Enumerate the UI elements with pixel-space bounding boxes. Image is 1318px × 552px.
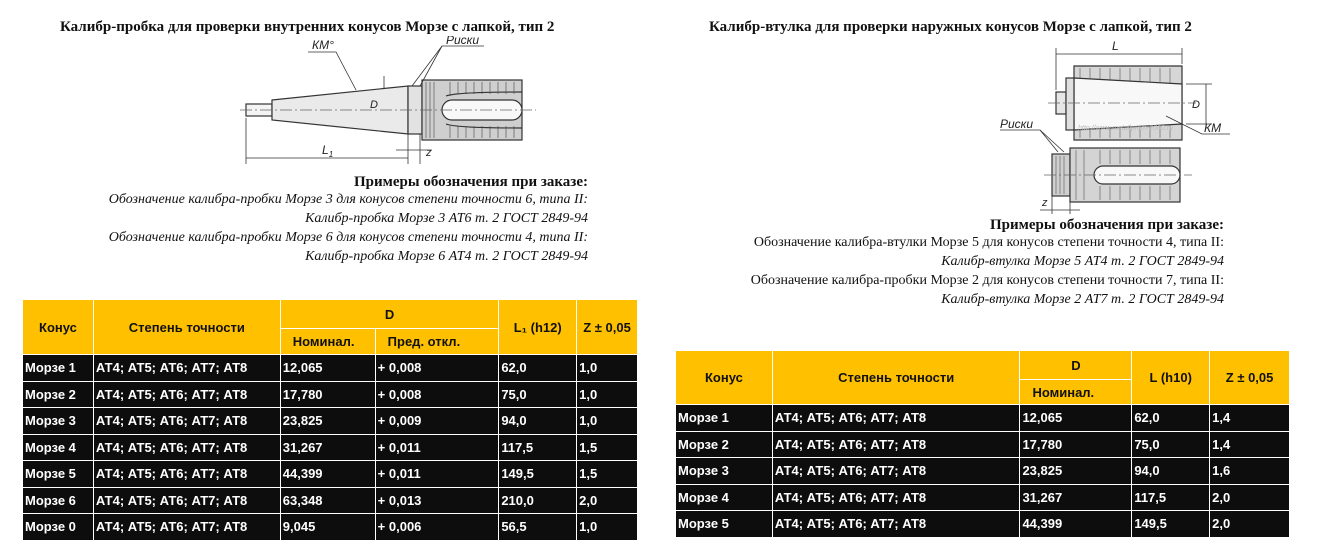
left-example-line: Калибр-пробка Морзе 6 АТ4 т. 2 ГОСТ 2849-94 bbox=[305, 249, 588, 264]
cell-l1: 75,0 bbox=[499, 381, 577, 408]
cell-z: 1,4 bbox=[1210, 431, 1290, 458]
cell-stepen: АТ4; АТ5; АТ6; АТ7; АТ8 bbox=[93, 381, 280, 408]
header-konus: Конус bbox=[23, 300, 94, 355]
cell-l: 94,0 bbox=[1132, 458, 1210, 485]
header-d: D bbox=[1020, 351, 1132, 380]
cell-konus: Морзе 0 bbox=[23, 514, 94, 541]
cell-z: 1,0 bbox=[577, 381, 638, 408]
table-row bbox=[23, 381, 638, 408]
cell-z: 2,0 bbox=[1210, 484, 1290, 511]
cell-stepen: АТ4; АТ5; АТ6; АТ7; АТ8 bbox=[93, 434, 280, 461]
left-example-line: Калибр-пробка Морзе 3 АТ6 т. 2 ГОСТ 2849-94 bbox=[305, 211, 588, 226]
drawing-label-l: L bbox=[1112, 39, 1119, 53]
cell-l1: 62,0 bbox=[499, 355, 577, 382]
ring-gauge-drawing bbox=[996, 38, 1236, 218]
header-z: Z ± 0,05 bbox=[1210, 351, 1290, 405]
cell-stepen: АТ4; АТ5; АТ6; АТ7; АТ8 bbox=[93, 514, 280, 541]
cell-konus: Морзе 2 bbox=[676, 431, 773, 458]
cell-l1: 210,0 bbox=[499, 487, 577, 514]
header-l: L (h10) bbox=[1132, 351, 1210, 405]
left-title: Калибр-пробка для проверки внутренних конусов Морзе с лапкой, тип 2 bbox=[60, 19, 555, 35]
cell-nominal: 12,065 bbox=[1020, 405, 1132, 432]
right-example-line: Калибр-втулка Морзе 5 АТ4 т. 2 ГОСТ 2849-94 bbox=[941, 254, 1224, 269]
cell-nominal: 9,045 bbox=[280, 514, 375, 541]
left-example-line: Обозначение калибра-пробки Морзе 6 для конусов степени точности 4, типа II: bbox=[108, 230, 588, 245]
cell-z: 1,5 bbox=[577, 461, 638, 488]
cell-l1: 149,5 bbox=[499, 461, 577, 488]
cell-l1: 117,5 bbox=[499, 434, 577, 461]
cell-l: 149,5 bbox=[1132, 511, 1210, 538]
table-row bbox=[676, 484, 1290, 511]
cell-nominal: 31,267 bbox=[280, 434, 375, 461]
cell-l: 62,0 bbox=[1132, 405, 1210, 432]
cell-z: 2,0 bbox=[577, 487, 638, 514]
cell-konus: Морзе 1 bbox=[676, 405, 773, 432]
cell-pred: + 0,008 bbox=[375, 381, 499, 408]
cell-nominal: 44,399 bbox=[280, 461, 375, 488]
cell-konus: Морзе 1 bbox=[23, 355, 94, 382]
cell-nominal: 44,399 bbox=[1020, 511, 1132, 538]
cell-pred: + 0,013 bbox=[375, 487, 499, 514]
cell-stepen: АТ4; АТ5; АТ6; АТ7; АТ8 bbox=[772, 484, 1020, 511]
cell-konus: Морзе 4 bbox=[676, 484, 773, 511]
cell-stepen: АТ4; АТ5; АТ6; АТ7; АТ8 bbox=[772, 511, 1020, 538]
cell-konus: Морзе 5 bbox=[676, 511, 773, 538]
drawing-label-z: z bbox=[426, 147, 432, 159]
right-example-line: Обозначение калибра-втулки Морзе 5 для конусов степени точности 4, типа II: bbox=[753, 235, 1224, 250]
cell-pred: + 0,009 bbox=[375, 408, 499, 435]
drawing-label-km: КМ° bbox=[312, 38, 334, 52]
header-konus: Конус bbox=[676, 351, 773, 405]
table-row bbox=[23, 487, 638, 514]
cell-konus: Морзе 4 bbox=[23, 434, 94, 461]
cell-l: 117,5 bbox=[1132, 484, 1210, 511]
cell-nominal: 17,780 bbox=[1020, 431, 1132, 458]
header-pred-otkl: Пред. откл. bbox=[375, 329, 499, 355]
table-row bbox=[23, 514, 638, 541]
cell-nominal: 23,825 bbox=[1020, 458, 1132, 485]
left-examples bbox=[109, 174, 588, 265]
drawing-label-l1: $L_1$ bbox=[322, 143, 334, 159]
right-spec-table bbox=[675, 350, 1290, 538]
cell-z: 1,6 bbox=[1210, 458, 1290, 485]
cell-konus: Морзе 2 bbox=[23, 381, 94, 408]
right-example-line: Обозначение калибра-пробки Морзе 2 для конусов степени точности 7, типа II: bbox=[750, 273, 1224, 288]
cell-z: 1,0 bbox=[577, 408, 638, 435]
drawing-label-d: D bbox=[370, 99, 378, 111]
cell-konus: Морзе 3 bbox=[676, 458, 773, 485]
cell-stepen: АТ4; АТ5; АТ6; АТ7; АТ8 bbox=[772, 458, 1020, 485]
cell-z: 1,0 bbox=[577, 514, 638, 541]
cell-stepen: АТ4; АТ5; АТ6; АТ7; АТ8 bbox=[93, 408, 280, 435]
table-row bbox=[23, 461, 638, 488]
cell-l1: 94,0 bbox=[499, 408, 577, 435]
cell-nominal: 17,780 bbox=[280, 381, 375, 408]
header-d: D bbox=[280, 300, 499, 329]
cell-stepen: АТ4; АТ5; АТ6; АТ7; АТ8 bbox=[772, 431, 1020, 458]
cell-pred: + 0,011 bbox=[375, 434, 499, 461]
cell-z: 1,0 bbox=[577, 355, 638, 382]
cell-z: 1,4 bbox=[1210, 405, 1290, 432]
table-row bbox=[676, 511, 1290, 538]
table-row bbox=[23, 408, 638, 435]
right-title: Калибр-втулка для проверки наружных конусов Морзе с лапкой, тип 2 bbox=[709, 19, 1192, 35]
header-z: Z ± 0,05 bbox=[577, 300, 638, 355]
table-row bbox=[23, 434, 638, 461]
cell-stepen: АТ4; АТ5; АТ6; АТ7; АТ8 bbox=[93, 355, 280, 382]
cell-z: 1,5 bbox=[577, 434, 638, 461]
drawing-label-riski: Риски bbox=[446, 36, 480, 47]
cell-konus: Морзе 6 bbox=[23, 487, 94, 514]
drawing-label-d: D bbox=[1192, 99, 1200, 111]
cell-nominal: 12,065 bbox=[280, 355, 375, 382]
cell-nominal: 23,825 bbox=[280, 408, 375, 435]
cell-stepen: АТ4; АТ5; АТ6; АТ7; АТ8 bbox=[772, 405, 1020, 432]
cell-pred: + 0,008 bbox=[375, 355, 499, 382]
header-nominal: Номинал. bbox=[280, 329, 375, 355]
cell-l: 75,0 bbox=[1132, 431, 1210, 458]
cell-l1: 56,5 bbox=[499, 514, 577, 541]
header-stepen: Степень точности bbox=[93, 300, 280, 355]
left-spec-table bbox=[22, 299, 638, 541]
cell-konus: Морзе 5 bbox=[23, 461, 94, 488]
cell-stepen: АТ4; АТ5; АТ6; АТ7; АТ8 bbox=[93, 487, 280, 514]
right-example-line: Калибр-втулка Морзе 2 АТ7 т. 2 ГОСТ 2849-94 bbox=[941, 292, 1224, 307]
cell-pred: + 0,011 bbox=[375, 461, 499, 488]
cell-pred: + 0,006 bbox=[375, 514, 499, 541]
left-example-line: Обозначение калибра-пробки Морзе 3 для конусов степени точности 6, типа II: bbox=[108, 192, 588, 207]
header-l1: L₁ (h12) bbox=[499, 300, 577, 355]
header-stepen: Степень точности bbox=[772, 351, 1020, 405]
header-nominal: Номинал. bbox=[1020, 380, 1132, 405]
right-examples-heading: Примеры обозначения при заказе: bbox=[990, 217, 1224, 233]
cell-z: 2,0 bbox=[1210, 511, 1290, 538]
right-examples bbox=[751, 217, 1224, 308]
table-row bbox=[676, 431, 1290, 458]
left-examples-heading: Примеры обозначения при заказе: bbox=[354, 174, 588, 190]
cell-nominal: 63,348 bbox=[280, 487, 375, 514]
drawing-label-riski: Риски bbox=[1000, 117, 1034, 131]
plug-gauge-drawing bbox=[236, 36, 546, 170]
cell-nominal: 31,267 bbox=[1020, 484, 1132, 511]
table-row bbox=[676, 405, 1290, 432]
cell-konus: Морзе 3 bbox=[23, 408, 94, 435]
drawing-label-km: КМ bbox=[1204, 121, 1222, 135]
table-row bbox=[23, 355, 638, 382]
drawing-label-z: z bbox=[1042, 197, 1048, 209]
drawing-watermark: http://www.metallprom-2000.ru bbox=[1078, 125, 1173, 132]
table-row bbox=[676, 458, 1290, 485]
cell-stepen: АТ4; АТ5; АТ6; АТ7; АТ8 bbox=[93, 461, 280, 488]
